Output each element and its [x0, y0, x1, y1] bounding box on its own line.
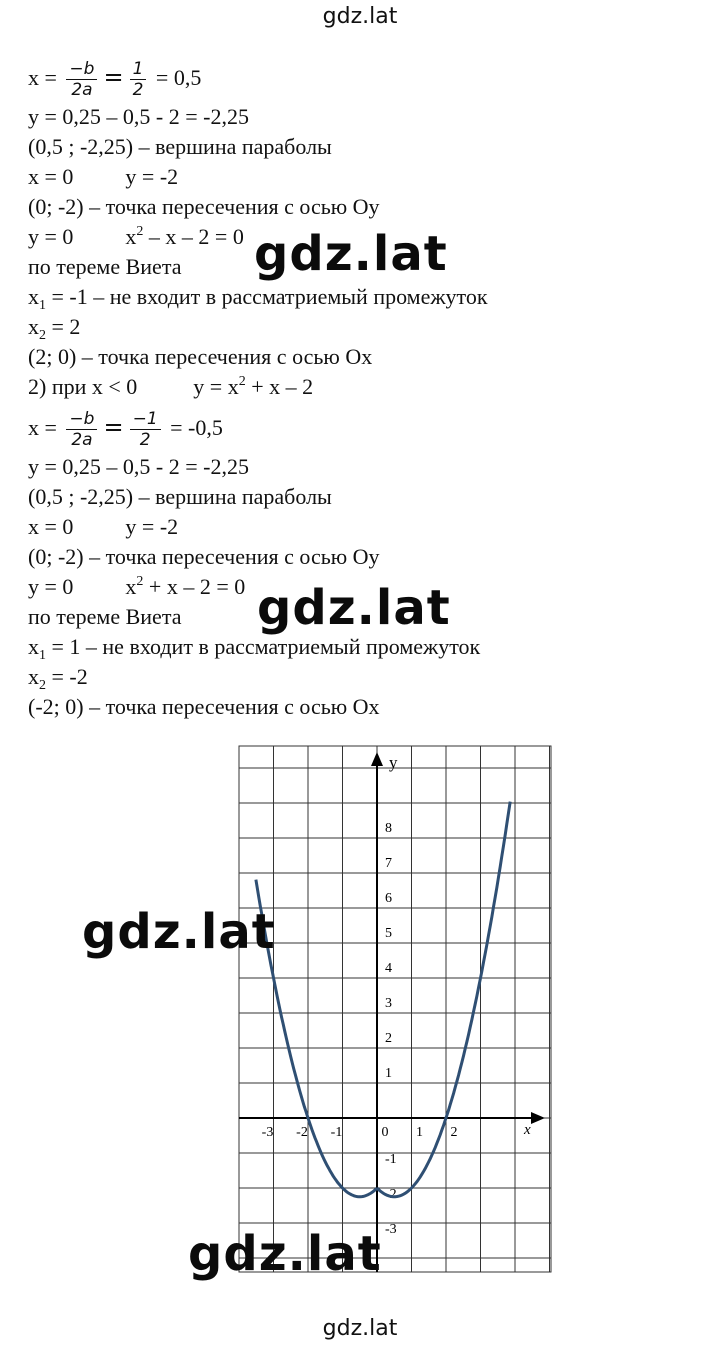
fraction-numerator: −b [66, 409, 97, 430]
text-line: (0; -2) – точка пересечения с осью Оy [28, 544, 380, 569]
text-part: x [28, 284, 39, 309]
text-part: 2) при x < 0 [28, 374, 138, 399]
fraction-numerator: −1 [130, 409, 161, 430]
text-part: = -1 – не входит в рассматриемый промежуток [46, 284, 488, 309]
watermark: gdz.lat [188, 1226, 382, 1282]
text-line: (0,5 ; -2,25) – вершина параболы [28, 484, 332, 509]
x-tick-label: -2 [296, 1125, 308, 1140]
subscript: 2 [39, 328, 46, 343]
text-line: (0,5 ; -2,25) – вершина параболы [28, 134, 332, 159]
y-axis-label: y [389, 753, 398, 772]
equals-sign: = [103, 413, 124, 441]
subscript: 2 [39, 678, 46, 693]
text-line: (2; 0) – точка пересечения с осью Ox [28, 344, 373, 369]
formula-lhs: x = [28, 65, 57, 90]
equals-sign: = [103, 63, 124, 91]
text-part: y = -2 [125, 514, 179, 539]
parabola-right-branch [377, 802, 510, 1197]
y-tick-label: 1 [385, 1066, 392, 1081]
text-part: = -2 [46, 664, 88, 689]
superscript: 2 [136, 224, 144, 239]
fraction-denominator: 2a [71, 430, 93, 451]
y-tick-label: -1 [385, 1152, 397, 1167]
x-axis-arrow-icon [531, 1112, 545, 1124]
y-tick-label: -2 [385, 1187, 397, 1202]
y-tick-label: 4 [385, 961, 392, 976]
formula-result: = 0,5 [155, 65, 202, 90]
fraction-numerator: 1 [130, 59, 147, 80]
x-tick-label: 0 [381, 1125, 389, 1140]
x-tick-label: -1 [330, 1125, 343, 1140]
y-tick-label: 8 [385, 821, 392, 836]
formula-lhs: x = [28, 415, 57, 440]
watermark: gdz.lat [82, 904, 276, 960]
text-part: = 2 [46, 314, 81, 339]
text-part: x [28, 664, 39, 689]
watermark: gdz.lat [257, 580, 451, 636]
fraction-numerator: −b [66, 59, 97, 80]
superscript: 2 [136, 574, 144, 589]
site-footer: gdz.lat [322, 1316, 398, 1341]
subscript: 1 [39, 648, 46, 663]
subscript: 1 [39, 298, 46, 313]
x-axis-label: x [524, 1122, 531, 1138]
text-part: y = x [193, 374, 239, 399]
y-tick-label: -3 [385, 1222, 397, 1237]
y-tick-label: 5 [385, 926, 392, 941]
text-part: x = 0 [28, 164, 74, 189]
text-line: (-2; 0) – точка пересечения с осью Ox [28, 694, 380, 719]
fraction-denominator: 2a [71, 80, 93, 101]
superscript: 2 [238, 374, 246, 389]
y-tick-label: 6 [385, 891, 392, 906]
text-part: x [125, 224, 137, 249]
x-tick-label: -3 [261, 1125, 274, 1140]
text-part: x [28, 634, 39, 659]
y-tick-label: 3 [385, 996, 392, 1011]
fraction-denominator: 2 [139, 430, 151, 451]
text-part: y = 0 [28, 224, 74, 249]
text-line: по тереме Виета [28, 604, 182, 629]
y-axis-arrow-icon [371, 752, 383, 766]
text-part: + x – 2 = 0 [143, 574, 246, 599]
text-part: + x – 2 [245, 374, 314, 399]
y-tick-label: 7 [385, 856, 392, 871]
text-line: y = 0,25 – 0,5 - 2 = -2,25 [28, 454, 249, 479]
text-part: x [125, 574, 137, 599]
site-header: gdz.lat [322, 4, 398, 29]
text-line: (0; -2) – точка пересечения с осью Оy [28, 194, 380, 219]
text-part: – x – 2 = 0 [143, 224, 244, 249]
y-tick-label: 2 [385, 1031, 392, 1046]
text-part: x = 0 [28, 514, 74, 539]
text-part: y = -2 [125, 164, 179, 189]
x-tick-label: 2 [450, 1125, 458, 1140]
watermark: gdz.lat [254, 226, 448, 282]
text-part: y = 0 [28, 574, 74, 599]
fraction-denominator: 2 [132, 80, 144, 101]
formula-result: = -0,5 [170, 415, 223, 440]
text-part: = 1 – не входит в рассматриемый промежуток [46, 634, 481, 659]
x-tick-label: 1 [416, 1125, 423, 1140]
text-line: y = 0,25 – 0,5 - 2 = -2,25 [28, 104, 249, 129]
text-part: x [28, 314, 39, 339]
text-line: по тереме Виета [28, 254, 182, 279]
